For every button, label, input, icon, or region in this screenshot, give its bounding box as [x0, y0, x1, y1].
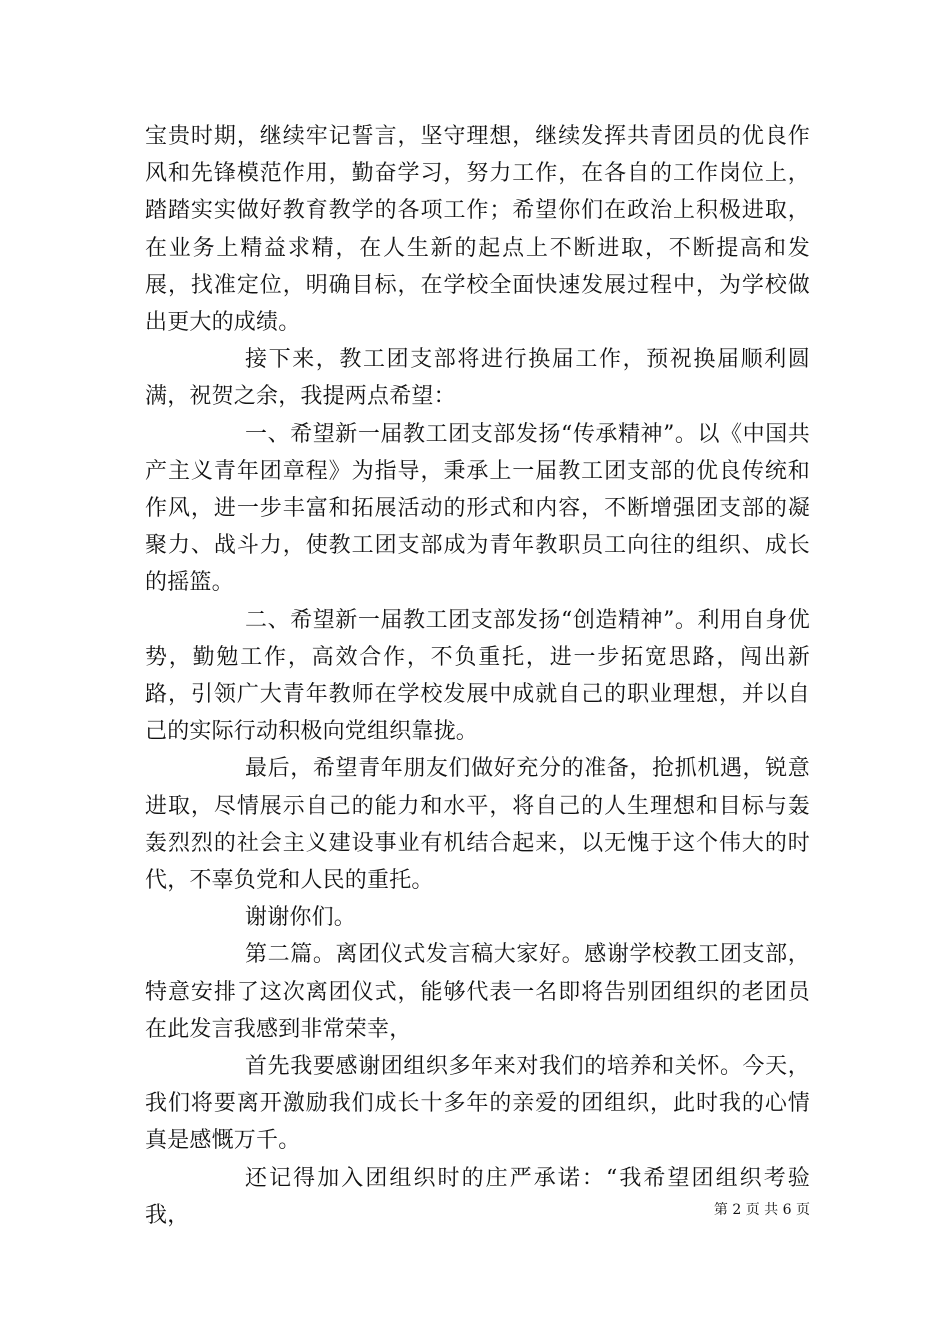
paragraph-thanks: 谢谢你们。 — [245, 905, 357, 931]
paragraph-hope-one: 一、希望新一届教工团支部发扬“传承精神”。以《中国共产主义青年团章程》为指导，秉承上一届教工团支部的优良传统和作风，进一步丰富和拓展活动的形式和内容，不断增强团支部的凝聚力、战斗力，使教工团支部成为青年教职员工向往的组织、成长的摇篮。 — [145, 421, 810, 596]
paragraph-gratitude: 首先我要感谢团组织多年来对我们的培养和关怀。今天，我们将要离开激励我们成长十多年的亲爱的团组织，此时我的心情真是感慨万千。 — [145, 1054, 810, 1154]
document-body — [145, 118, 810, 1234]
paragraph-second-article: 第二篇。离团仪式发言稿大家好。感谢学校教工团支部，特意安排了这次离团仪式，能够代表一名即将告别团组织的老团员在此发言我感到非常荣幸， — [145, 942, 810, 1042]
paragraph-hope-two: 二、希望新一届教工团支部发扬“创造精神”。利用自身优势，勤勉工作，高效合作，不负重托，进一步拓宽思路，闯出新路，引领广大青年教师在学校发展中成就自己的职业理想，并以自己的实际行动积极向党组织靠拢。 — [145, 607, 810, 745]
page-number-footer: 第 2 页 共 6 页 — [713, 1202, 810, 1218]
paragraph-promise: 还记得加入团组织时的庄严承诺：“我希望团组织考验我， — [145, 1165, 810, 1228]
paragraph-continuation: 宝贵时期，继续牢记誓言，坚守理想，继续发挥共青团员的优良作风和先锋模范作用，勤奋学习，努力工作，在各自的工作岗位上，踏踏实实做好教育教学的各项工作；希望你们在政治上积极进取，在业务上精益求精，在人生新的起点上不断进取，不断提高和发展，找准定位，明确目标，在学校全面快速发展过程中，为学校做出更大的成绩。 — [145, 124, 810, 336]
paragraph-closing: 最后，希望青年朋友们做好充分的准备，抢抓机遇，锐意进取，尽情展示自己的能力和水平，将自己的人生理想和目标与轰轰烈烈的社会主义建设事业有机结合起来，以无愧于这个伟大的时代，不辜负党和人民的重托。 — [145, 756, 810, 894]
paragraph-transition: 接下来，教工团支部将进行换届工作，预祝换届顺利圆满，祝贺之余，我提两点希望： — [145, 347, 810, 410]
